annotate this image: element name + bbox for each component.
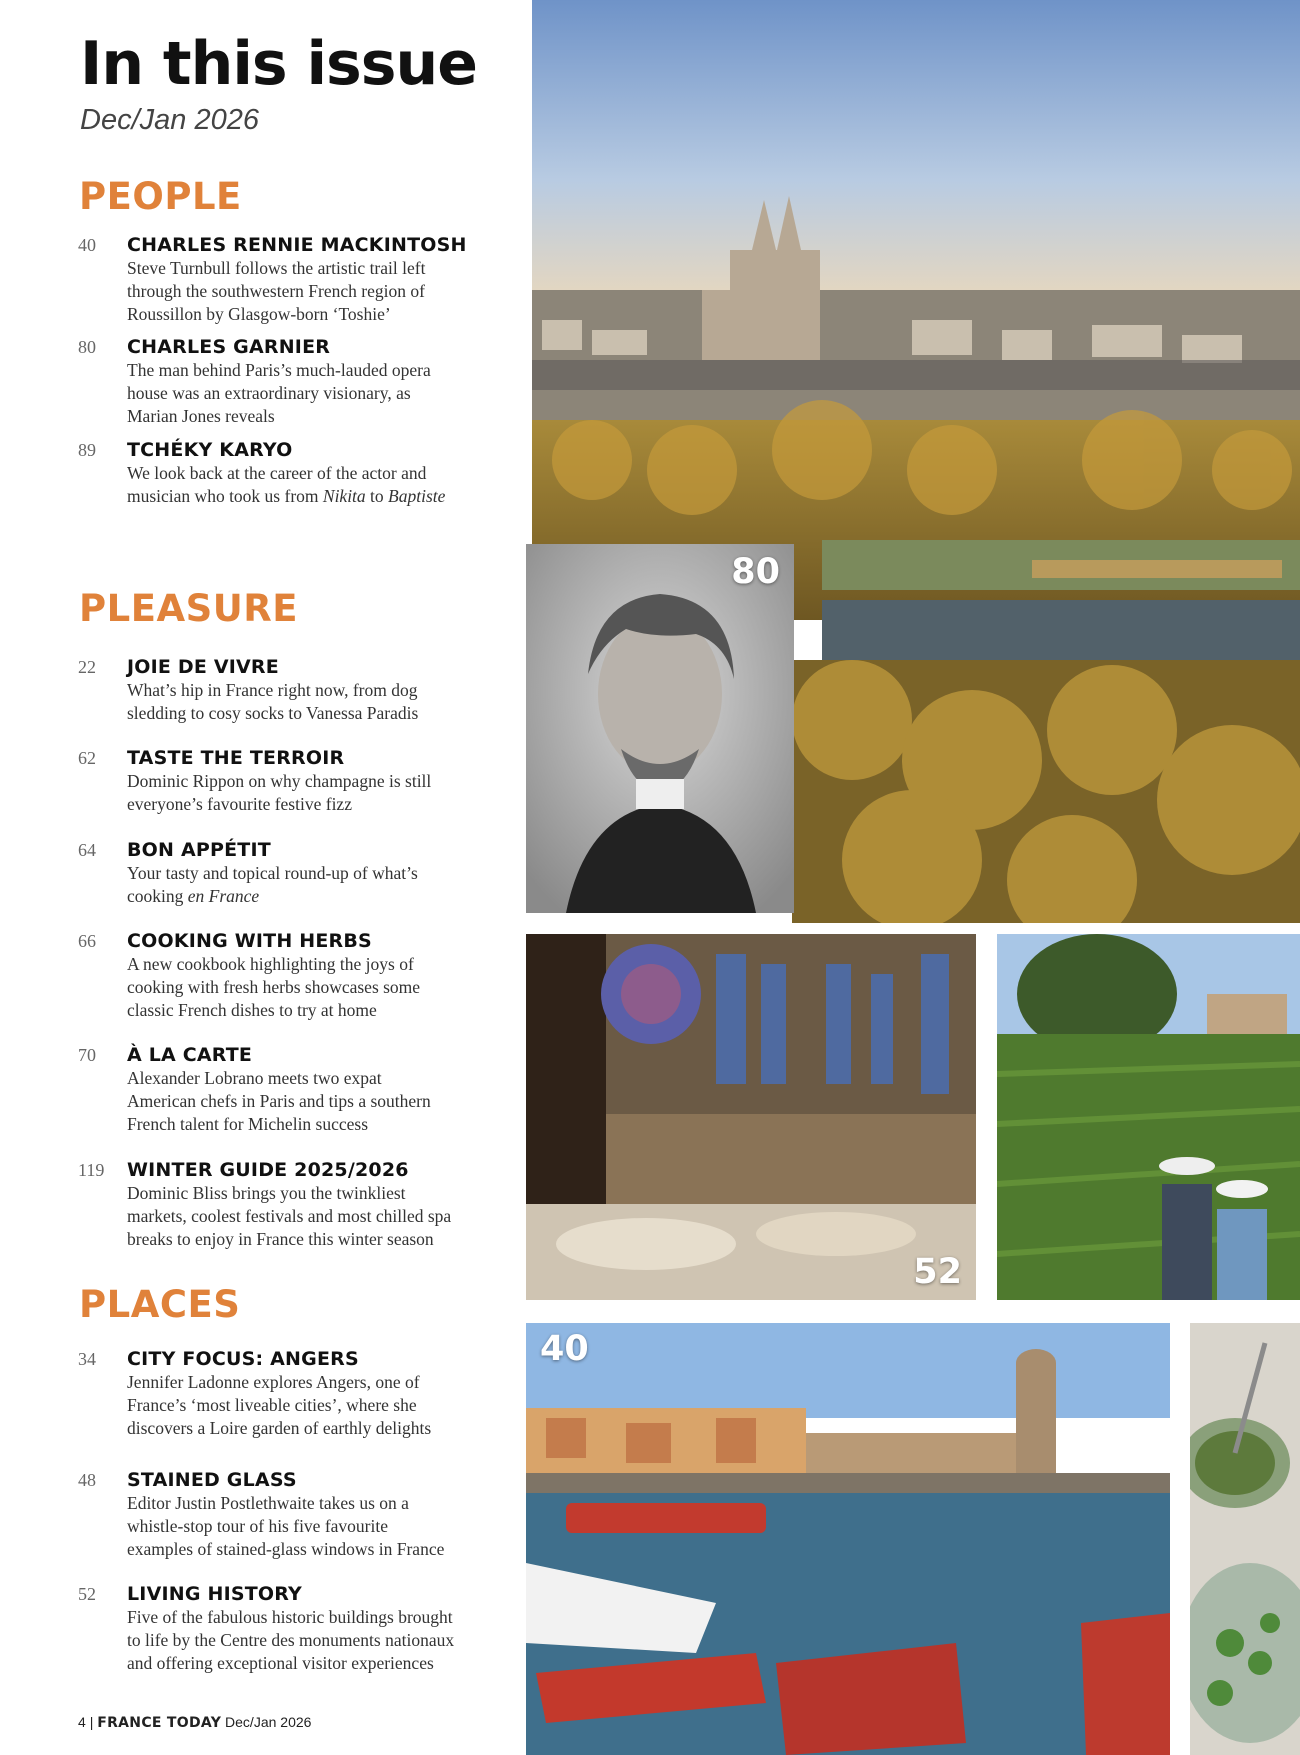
harbour-photo [526, 1323, 1170, 1755]
entry-title: JOIE DE VIVRE [127, 656, 279, 678]
page-number: 89 [78, 440, 96, 460]
entry-description: Editor Justin Postlethwaite takes us on a whistle-stop tour of his five favourite examples of stained-glass windows in France [127, 1493, 445, 1559]
entry-description: The man behind Paris’s much-lauded opera house was an extraordinary visionary, as Marian Jones reveals [127, 360, 431, 426]
entry-description: Dominic Bliss brings you the twinkliest markets, coolest festivals and most chilled spa breaks to enjoy in France this winter season [127, 1183, 452, 1249]
entry-title: TCHÉKY KARYO [127, 439, 293, 461]
footer-page-number: 4 [78, 1714, 86, 1730]
page-number: 80 [78, 337, 96, 357]
footer-separator: | [89, 1714, 94, 1730]
entry-description: Jennifer Ladonne explores Angers, one of France’s ‘most liveable cities’, where she discovers a Loire garden of earthly delights [127, 1372, 432, 1438]
page-title: In this issue [80, 29, 477, 99]
entry-description: Alexander Lobrano meets two expat American chefs in Paris and tips a southern French talent for Michelin success [127, 1068, 431, 1134]
entry-title: LIVING HISTORY [127, 1583, 302, 1605]
page-number: 52 [78, 1584, 96, 1604]
page-number: 62 [78, 748, 96, 768]
entry-description: Five of the fabulous historic buildings brought to life by the Centre des monuments nationaux and offering exceptional visitor experiences [127, 1607, 455, 1673]
toc-entry[interactable] [78, 1043, 518, 1136]
entry-title: CHARLES GARNIER [127, 336, 331, 358]
entry-title: BON APPÉTIT [127, 839, 271, 861]
page-number: 22 [78, 657, 96, 677]
toc-entry[interactable] [78, 233, 518, 326]
herbs-food-photo [1190, 1323, 1300, 1755]
toc-entry[interactable] [78, 1582, 518, 1675]
entry-description: A new cookbook highlighting the joys of cooking with fresh herbs showcases some classic French dishes to try at home [127, 954, 421, 1020]
page-number: 119 [78, 1160, 105, 1180]
photo-page-number: 52 [913, 1252, 962, 1292]
page-number: 66 [78, 931, 96, 951]
entry-title: COOKING WITH HERBS [127, 930, 372, 952]
entry-description: Your tasty and topical round-up of what’s cooking en France [127, 863, 418, 906]
entry-title: À LA CARTE [127, 1044, 253, 1066]
footer-issue: Dec/Jan 2026 [225, 1714, 312, 1730]
page-number: 40 [78, 235, 96, 255]
section-heading-people: PEOPLE [79, 175, 242, 218]
entry-description: Dominic Rippon on why champagne is still everyone’s favourite festive fizz [127, 771, 432, 814]
photo-page-number: 40 [540, 1329, 589, 1369]
page-number: 34 [78, 1349, 96, 1369]
page-footer [78, 1714, 311, 1731]
vineyard-photo [997, 934, 1300, 1300]
section-heading-pleasure: PLEASURE [79, 587, 299, 630]
issue-date: Dec/Jan 2026 [80, 104, 259, 136]
page-number: 48 [78, 1470, 96, 1490]
toc-entry[interactable] [78, 1158, 518, 1251]
toc-entry[interactable] [78, 335, 518, 428]
toc-entry[interactable] [78, 838, 518, 908]
entry-title: CHARLES RENNIE MACKINTOSH [127, 234, 467, 256]
page-number: 64 [78, 840, 96, 860]
section-heading-places: PLACES [79, 1283, 241, 1326]
cathedral-interior-photo [526, 934, 976, 1300]
entry-description: We look back at the career of the actor and musician who took us from Nikita to Baptiste [127, 463, 446, 506]
footer-magazine-name: FRANCE TODAY [97, 1715, 222, 1731]
entry-title: WINTER GUIDE 2025/2026 [127, 1159, 409, 1181]
toc-entry[interactable] [78, 1347, 518, 1440]
portrait-photo [526, 544, 794, 913]
entry-description: Steve Turnbull follows the artistic trail left through the southwestern French region of Roussillon by Glasgow-born ‘Toshie’ [127, 258, 426, 324]
entry-description: What’s hip in France right now, from dog sledding to cosy socks to Vanessa Paradis [127, 680, 419, 723]
toc-entry[interactable] [78, 746, 518, 816]
toc-entry[interactable] [78, 1468, 518, 1561]
entry-title: CITY FOCUS: ANGERS [127, 1348, 359, 1370]
toc-entry[interactable] [78, 655, 518, 725]
toc-entry[interactable] [78, 438, 518, 508]
page-number: 70 [78, 1045, 96, 1065]
entry-title: TASTE THE TERROIR [127, 747, 345, 769]
photo-page-number: 80 [731, 552, 780, 592]
entry-title: STAINED GLASS [127, 1469, 297, 1491]
toc-entry[interactable] [78, 929, 518, 1022]
